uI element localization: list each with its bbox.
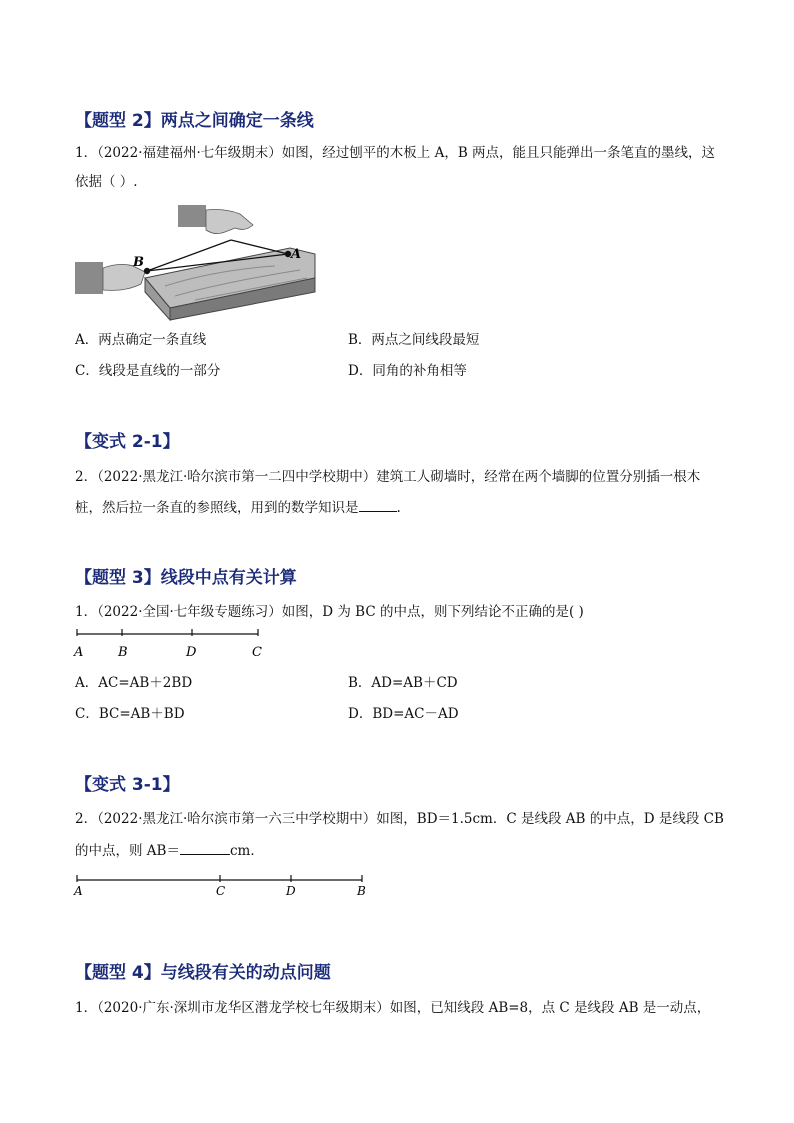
point-label-d: D [286,884,296,898]
point-label-c: C [216,884,226,898]
point-label-c: C [252,645,262,660]
question-text-line2-post: . [396,500,401,516]
option-d[interactable]: D．同角的补角相等 [348,363,467,379]
point-label-d: D [186,645,197,660]
point-label-a: A [74,884,83,898]
question-text-line1: 1．（2022·全国·七年级专题练习）如图，D 为 BC 的中点，则下列结论不正确的是( ) [75,604,584,620]
point-label-b: B [118,645,128,660]
option-d[interactable]: D．BD=AC－AD [348,706,459,722]
wooden-board-figure [75,200,325,320]
question-text-line2-pre: 桩，然后拉一条直的参照线，用到的数学知识是 [75,500,359,516]
question-text-line2-pre: 的中点，则 AB＝ [75,843,180,859]
question-text-line2 [75,497,401,518]
option-a[interactable]: A．AC=AB＋2BD [75,675,193,691]
answer-blank[interactable] [180,840,230,855]
point-label-b: B [133,255,144,270]
option-b[interactable]: B．AD=AB＋CD [348,675,458,691]
segment-figure-acdb [75,870,375,900]
question-text-line1: 1．（2022·福建福州·七年级期末）如图，经过刨平的木板上 A，B 两点，能且只能弹出一条笔直的墨线，这 [75,145,716,161]
section-heading-type4: 【题型 4】与线段有关的动点问题 [75,963,331,983]
point-label-a: A [291,247,302,262]
option-a[interactable]: A．两点确定一条直线 [75,332,207,348]
option-c[interactable]: C．BC=AB＋BD [75,706,185,722]
question-text-line1: 1．（2020·广东·深圳市龙华区潜龙学校七年级期末）如图，已知线段 AB=8，点 C 是线段 AB 是一动点， [75,1000,711,1016]
question-text-line1: 2．（2022·黑龙江·哈尔滨市第一六三中学校期中）如图，BD＝1.5cm．C 是线段 AB 的中点，D 是线段 CB [75,811,724,827]
option-b[interactable]: B．两点之间线段最短 [348,332,480,348]
section-heading-variant3-1: 【变式 3-1】 [75,775,180,795]
section-heading-type3: 【题型 3】线段中点有关计算 [75,568,297,588]
question-text-line2: 依据（ ）. [75,174,138,190]
section-heading-type2: 【题型 2】两点之间确定一条线 [75,111,314,131]
option-c[interactable]: C．线段是直线的一部分 [75,363,221,379]
point-label-a: A [74,645,84,660]
question-text-line2-post: cm． [229,843,264,859]
question-text-line2 [75,840,264,861]
segment-figure-abdc [75,626,275,662]
point-label-b: B [357,884,366,898]
answer-blank[interactable] [359,497,397,512]
question-text-line1: 2．（2022·黑龙江·哈尔滨市第一二四中学校期中）建筑工人砌墙时，经常在两个墙脚的位置分别插一根木 [75,469,701,485]
section-heading-variant2-1: 【变式 2-1】 [75,432,180,452]
